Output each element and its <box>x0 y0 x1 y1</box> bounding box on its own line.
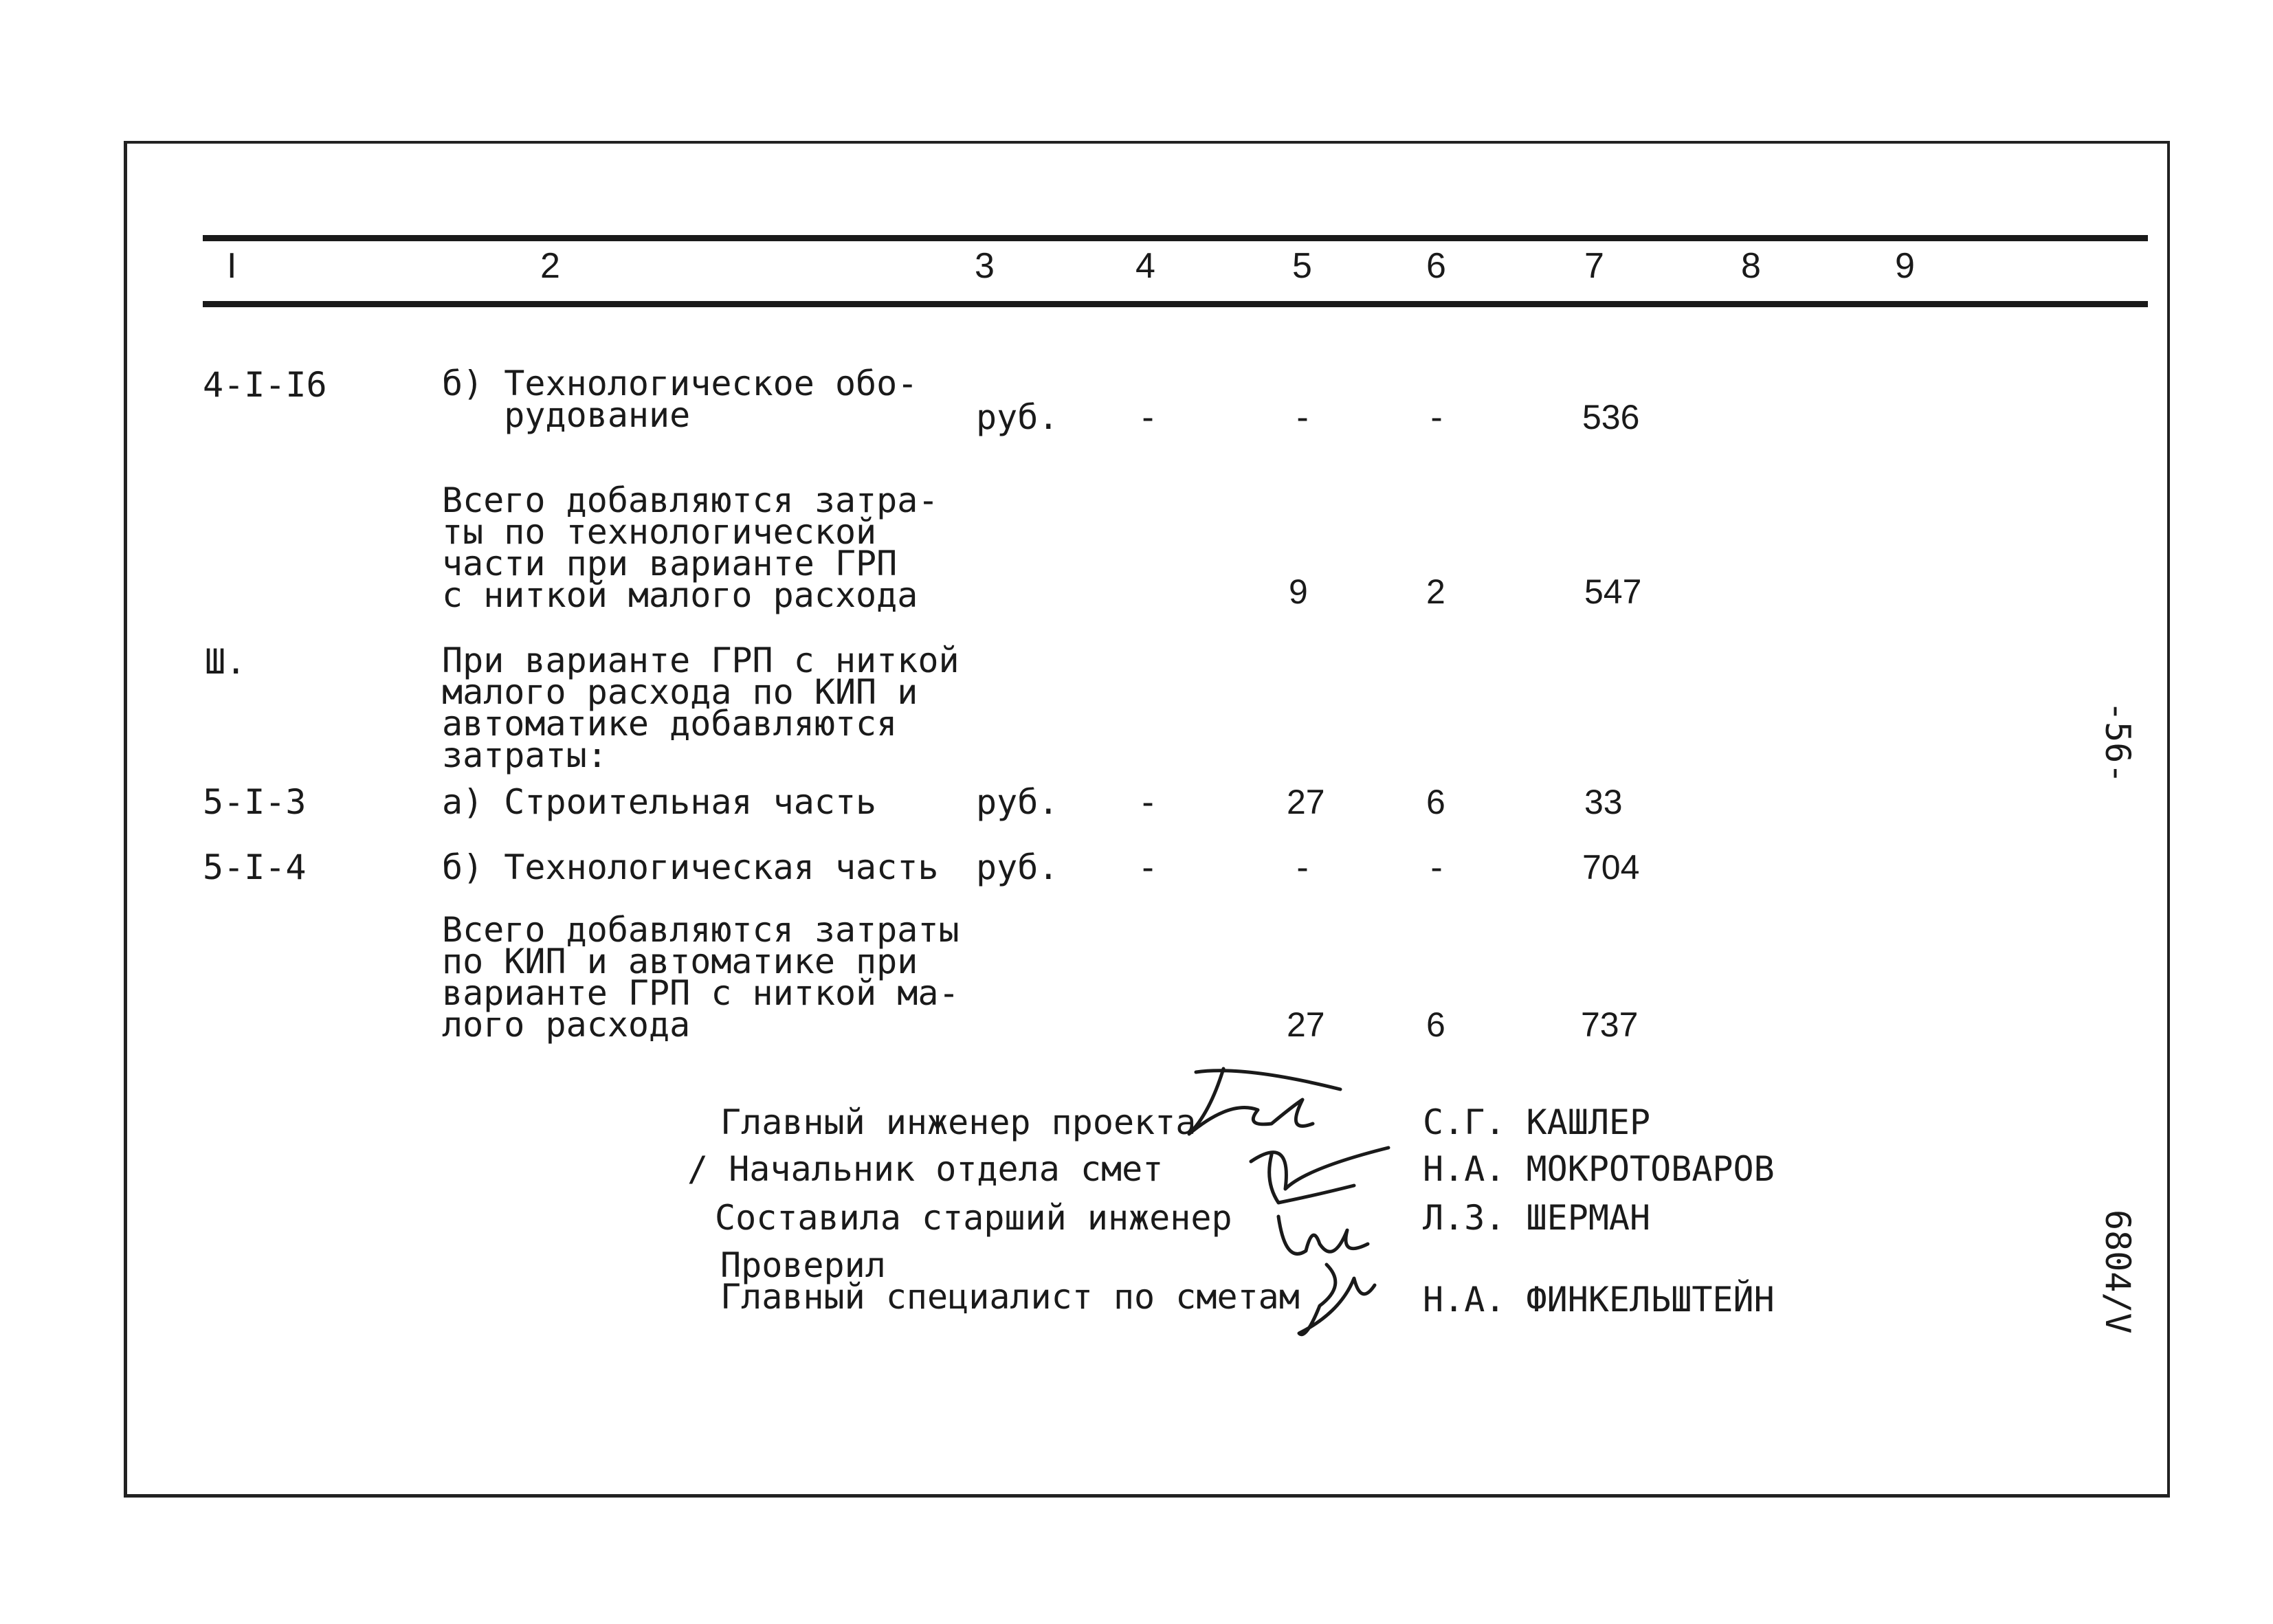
row-1-col5: - <box>1292 397 1313 437</box>
col-header-6: 6 <box>1426 246 1446 286</box>
signer-2-name: Н.А. МОКРОТОВАРОВ <box>1423 1149 1775 1189</box>
row-1-unit: руб. <box>976 397 1059 437</box>
row-5-description: б) Технологическая часть <box>442 847 939 887</box>
row-2-description: Всего добавляются затра- ты по технологической части при варианте ГРП с ниткой малого расхода <box>442 480 939 615</box>
signer-2-role: / Начальник отдела смет <box>687 1149 1164 1189</box>
row-2-col6: 2 <box>1426 572 1445 611</box>
header-top-rule <box>203 235 2148 241</box>
col-header-2: 2 <box>540 246 560 286</box>
col-header-7: 7 <box>1584 246 1604 286</box>
row-4-col4: - <box>1138 782 1159 822</box>
col-header-1: I <box>227 246 237 286</box>
row-3-description: При варианте ГРП с ниткой малого расхода по КИП и автоматике добавляются затраты: <box>442 641 960 775</box>
signer-1-role: Главный инженер проекта <box>720 1102 1197 1142</box>
row-1-col7: 536 <box>1582 398 1640 436</box>
margin-page-number: -56- <box>2098 701 2138 784</box>
row-6-col5: 27 <box>1287 1005 1325 1044</box>
row-2-col5: 9 <box>1289 572 1308 611</box>
row-6-col7: 737 <box>1581 1005 1639 1044</box>
row-5-col5: - <box>1292 847 1313 887</box>
col-header-5: 5 <box>1292 246 1312 286</box>
col-header-3: 3 <box>975 246 995 286</box>
signer-1-name: С.Г. КАШЛЕР <box>1423 1102 1651 1142</box>
signer-4-name: Н.А. ФИНКЕЛЬШТЕЙН <box>1423 1280 1775 1320</box>
col-header-9: 9 <box>1895 246 1915 286</box>
col-header-4: 4 <box>1135 246 1155 286</box>
row-4-description: а) Строительная часть <box>442 782 877 822</box>
row-4-unit: руб. <box>976 782 1059 822</box>
row-1-code: 4-I-I6 <box>203 365 327 405</box>
margin-document-number: 6804/V <box>2098 1210 2138 1334</box>
row-1-col6: - <box>1426 397 1448 437</box>
row-6-description: Всего добавляются затраты по КИП и автоматике при варианте ГРП с ниткой ма- лого расхода <box>442 910 960 1045</box>
row-5-unit: руб. <box>976 847 1059 887</box>
row-6-col6: 6 <box>1426 1005 1445 1044</box>
row-1-description: б) Технологическое обо- рудование <box>442 364 918 435</box>
row-1-col4: - <box>1138 397 1159 437</box>
row-5-col6: - <box>1426 847 1448 887</box>
signer-3-name: Л.З. ШЕРМАН <box>1423 1198 1651 1238</box>
row-4-col5: 27 <box>1287 783 1325 821</box>
row-5-col4: - <box>1138 847 1159 887</box>
col-header-8: 8 <box>1741 246 1761 286</box>
row-4-code: 5-I-3 <box>203 782 307 822</box>
row-5-code: 5-I-4 <box>203 847 307 887</box>
row-4-col6: 6 <box>1426 783 1445 821</box>
signer-4-role: Проверил Главный специалист по сметам <box>720 1245 1300 1317</box>
header-bottom-rule <box>203 301 2148 307</box>
row-3-code: Ш. <box>205 642 247 682</box>
row-2-col7: 547 <box>1584 572 1642 611</box>
row-4-col7: 33 <box>1584 783 1623 821</box>
signer-3-role: Составила старший инженер <box>715 1198 1232 1238</box>
row-5-col7: 704 <box>1582 848 1640 887</box>
handwritten-signature-1 <box>1182 1058 1409 1347</box>
